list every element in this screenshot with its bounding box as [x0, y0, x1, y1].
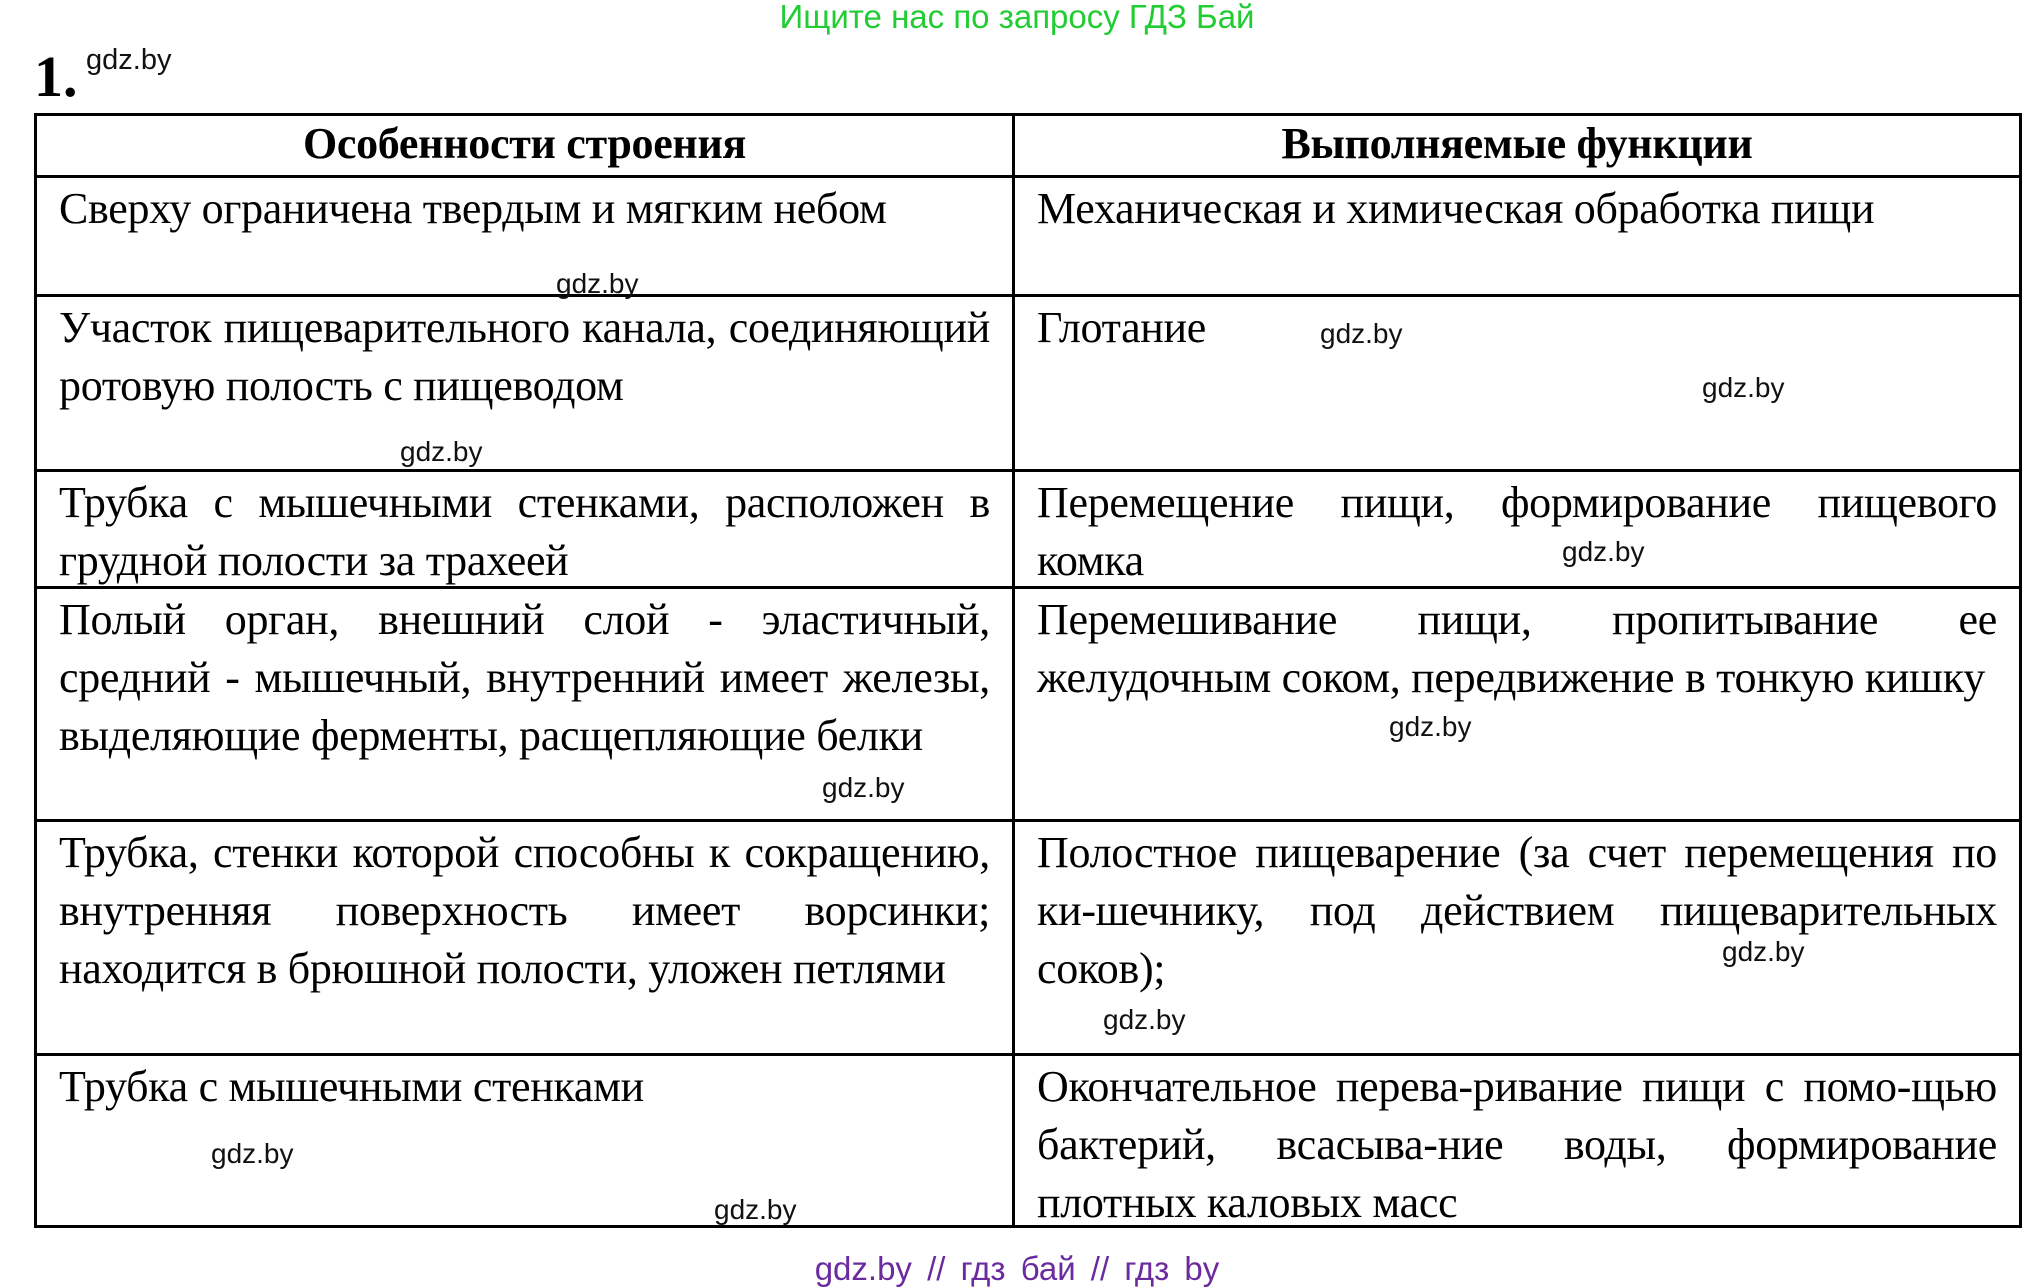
- table-row: [37, 469, 2019, 586]
- structure-cell: Трубка с мышечными стенками: [37, 1056, 1015, 1225]
- watermark: gdz.by: [1320, 318, 1403, 349]
- table-header-row: [37, 116, 2019, 175]
- watermark: gdz.by: [1103, 1004, 1186, 1035]
- function-cell: Окончательное перева-ривание пищи с помо-щью бактерий, всасыва-ние воды, формирование плотных каловых масс: [1037, 1062, 1997, 1227]
- watermark: gdz.by: [1562, 536, 1645, 567]
- watermark: gdz.by: [822, 772, 905, 803]
- function-cell: Глотание: [1037, 303, 1207, 352]
- structure-cell: Участок пищеварительного канала, соединяющий ротовую полость с пищеводом: [37, 297, 1015, 469]
- footer-watermark: gdz.by // гдз бай // гдз by: [814, 1250, 1220, 1287]
- column-header-function: Выполняемые функции: [1281, 119, 1753, 168]
- function-cell: Механическая и химическая обработка пищи: [1037, 184, 1875, 233]
- watermark: gdz.by: [211, 1138, 294, 1169]
- watermark: gdz.by: [1722, 936, 1805, 967]
- watermark: gdz.by: [556, 268, 639, 299]
- table-row: [37, 1053, 2019, 1225]
- watermark: gdz.by: [714, 1194, 797, 1225]
- table-row: [37, 586, 2019, 819]
- table-row: [37, 175, 2019, 294]
- structure-cell: Полый орган, внешний слой - эластичный, средний - мышечный, внутренний имеет железы, выделяющие ферменты, расщепляющие белки: [37, 589, 1015, 819]
- function-cell: Полостное пищеварение (за счет перемещения по ки-шечнику, под действием пищеварительных соков);: [1037, 828, 1997, 993]
- column-header-structure: Особенности строения: [37, 116, 1015, 175]
- digestive-organs-table: [34, 113, 2022, 1228]
- watermark: gdz.by: [86, 44, 172, 76]
- structure-cell: Трубка с мышечными стенками, расположен в грудной полости за трахеей: [37, 472, 1015, 586]
- structure-cell: Трубка, стенки которой способны к сокращению, внутренняя поверхность имеет ворсинки; находится в брюшной полости, уложен петлями: [37, 822, 1015, 1053]
- watermark: gdz.by: [1702, 372, 1785, 403]
- structure-cell: Сверху ограничена твердым и мягким небом: [37, 178, 1015, 294]
- watermark: gdz.by: [1389, 711, 1472, 742]
- search-hint-banner: Ищите нас по запросу ГДЗ Бай: [779, 0, 1255, 35]
- function-cell: Перемешивание пищи, пропитывание ее желудочным соком, передвижение в тонкую кишку: [1037, 595, 1997, 702]
- watermark: gdz.by: [400, 436, 483, 467]
- task-number: 1.: [34, 44, 78, 109]
- function-cell: Перемещение пищи, формирование пищевого комка: [1037, 478, 1997, 585]
